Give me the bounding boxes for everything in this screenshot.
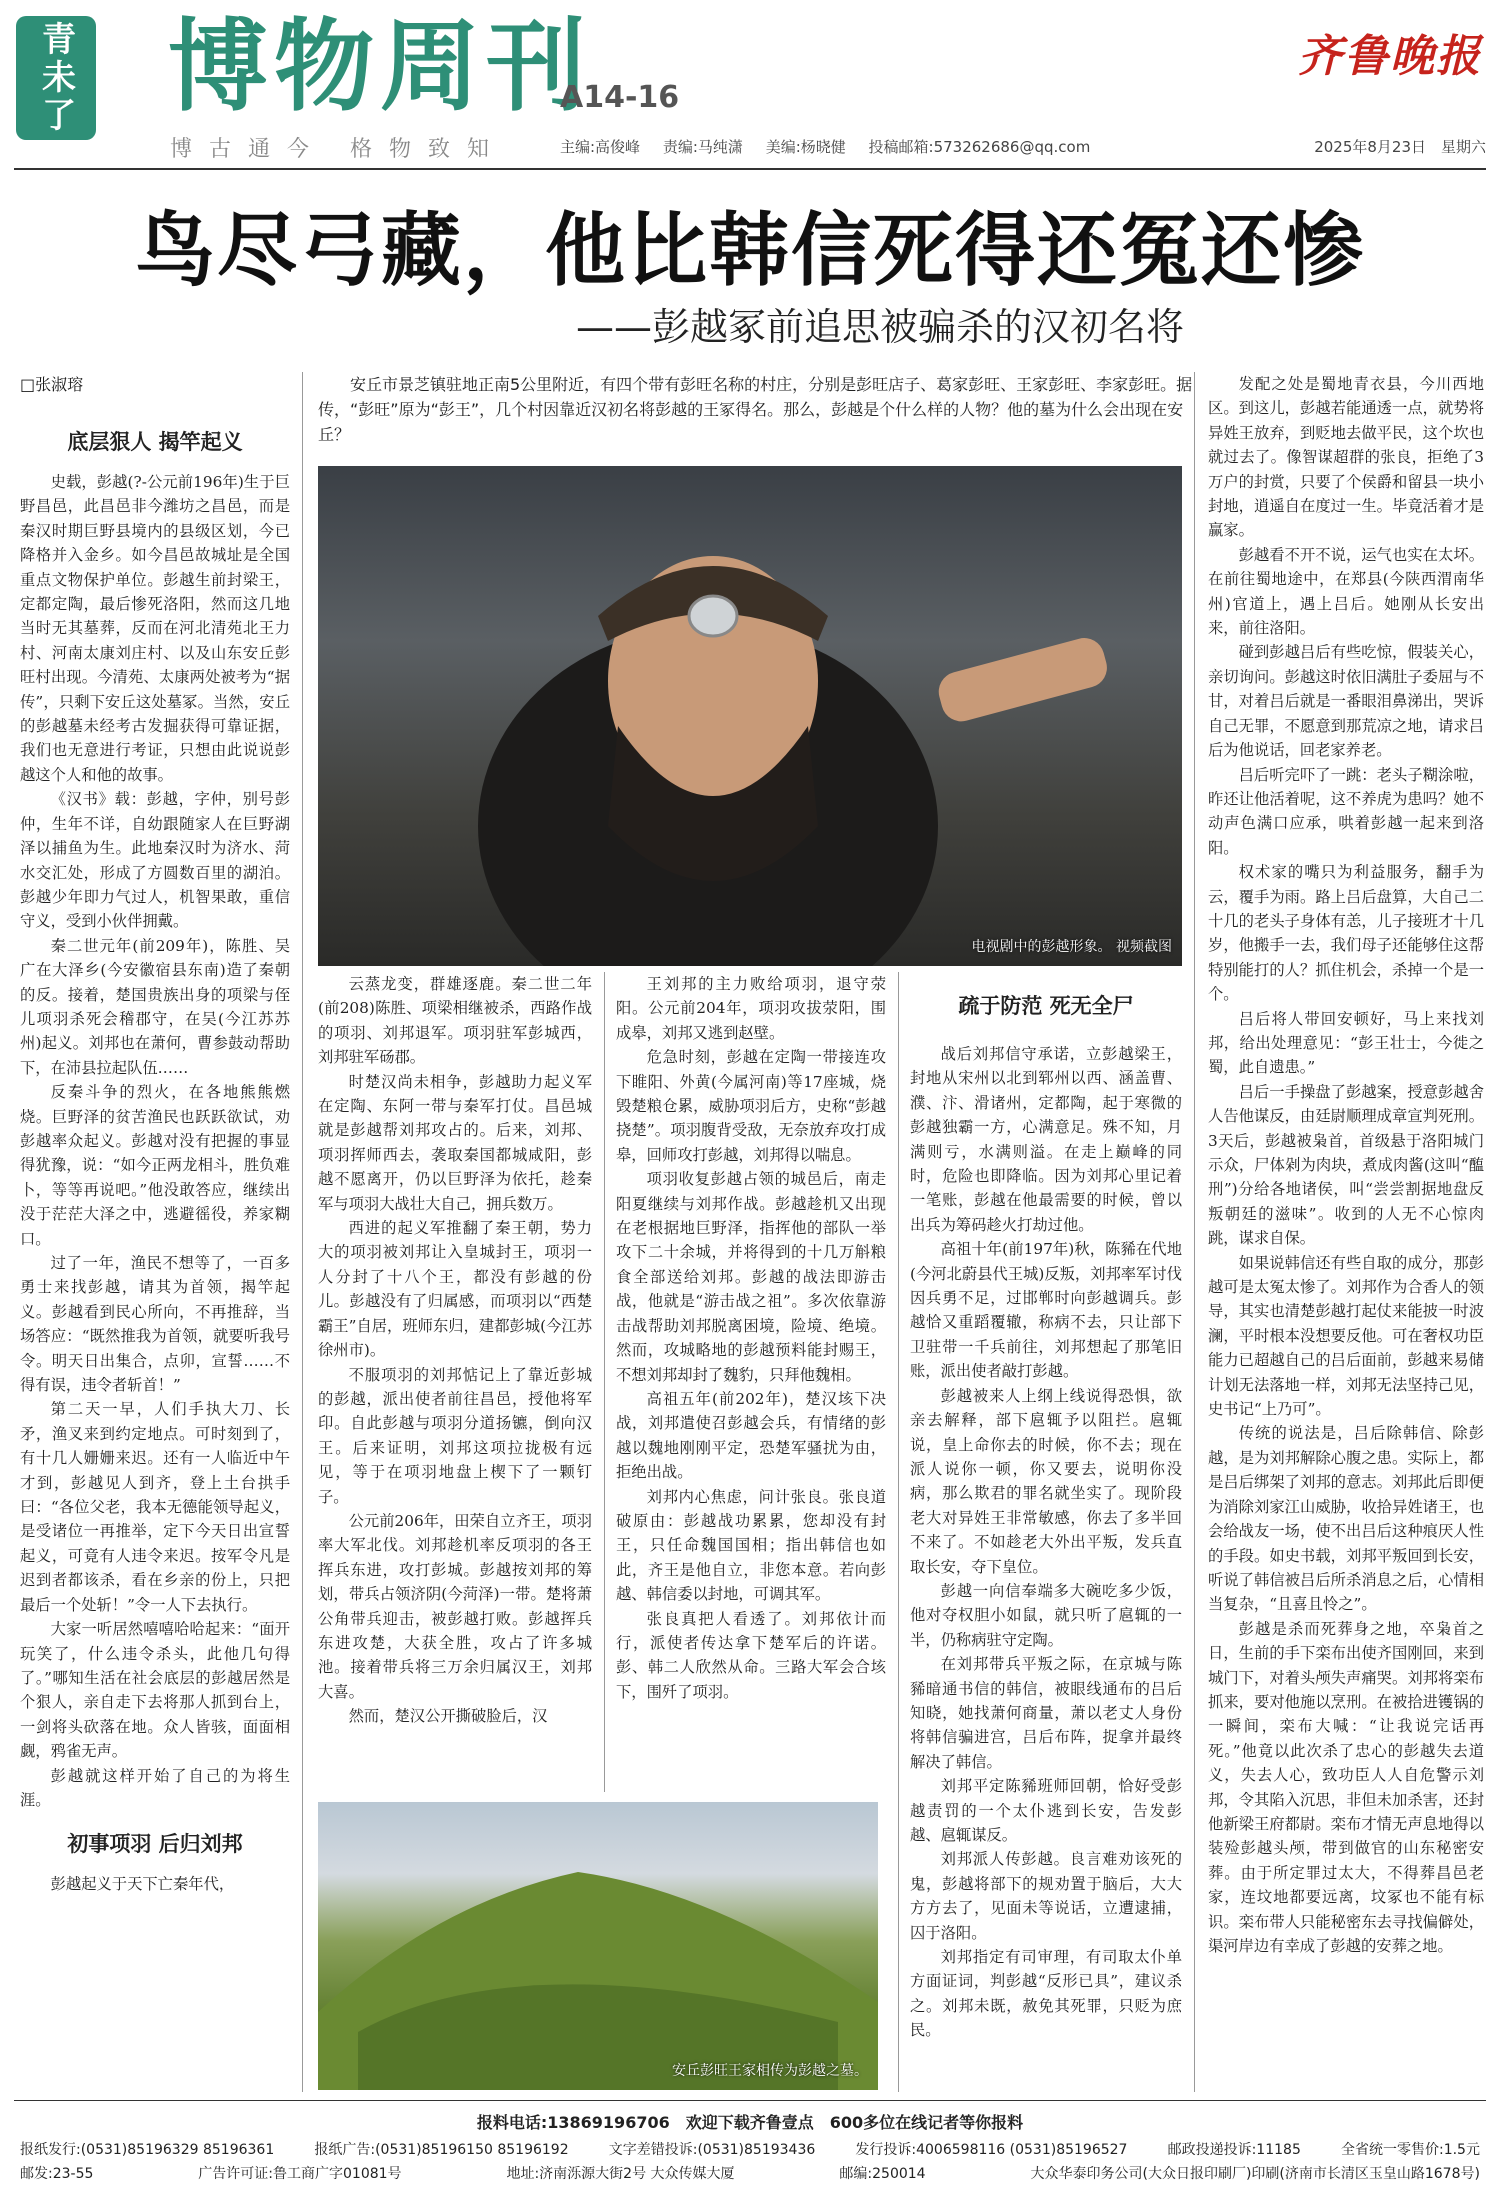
column-2-text xyxy=(318,972,592,1729)
column-divider xyxy=(898,972,899,2092)
paragraph: 西进的起义军推翻了秦王朝，势力大的项羽被刘邦让入皇城封王，项羽一人分封了十八个王，都没有彭越的份儿。彭越没有了归属感，而项羽以“西楚霸王”自居，班师东归，建都彭城(今江苏徐州市)。 xyxy=(318,1219,592,1360)
paragraph: 碰到彭越吕后有些吃惊，假装关心，亲切询问。彭越这时依旧满肚子委屈与不甘，对着吕后就是一番眼泪鼻涕出，哭诉自己无罪，不愿意到那荒凉之地，请求吕后为他说话，回老家养老。 xyxy=(1208,643,1484,760)
column-1-tail xyxy=(20,1872,290,1896)
headline: 鸟尽弓藏，他比韩信死得还冤还惨 xyxy=(135,204,1365,297)
paragraph: 史载，彭越(?-公元前196年)生于巨野昌邑，此昌邑非今潍坊之昌邑，而是秦汉时期巨野县境内的县级区划，今已降格并入金乡。如今昌邑故城址是全国重点文物保护单位。彭越生前封梁王，定都定陶，最后惨死洛阳，然而这几地当时无其墓葬，反而在河北清苑北王力村、河南太康刘庄村、以及山东安丘彭旺村出现。今清苑、太康两处被考为“据传”，只剩下安丘这处墓冢。当然，安丘的彭越墓未经考古发掘获得可靠证据，我们也无意进行考证，只想由此说说彭越这个人和他的故事。 xyxy=(20,473,290,784)
footer-rule xyxy=(14,2100,1486,2101)
paragraph: 吕后听完吓了一跳：老头子糊涂啦，昨还让他活着呢，这不养虎为患吗？她不动声色满口应承，哄着彭越一起来到洛阳。 xyxy=(1208,765,1484,857)
photo-drama-still xyxy=(318,466,1182,966)
paragraph: 彭越看不开不说，运气也实在太坏。在前往蜀地途中，在郑县(今陕西渭南华州)官道上，遇上吕后。她刚从长安出来，前往洛阳。 xyxy=(1208,545,1484,638)
column-3 xyxy=(616,972,886,1792)
column-4-text xyxy=(910,1042,1182,2043)
paragraph: 王刘邦的主力败给项羽，退守荥阳。公元前204年，项羽攻拔荥阳，围成皋，刘邦又逃到赵壁。 xyxy=(616,975,886,1042)
column-divider xyxy=(604,972,605,1792)
section-heading: 疏于防范 死无全尸 xyxy=(958,994,1134,1018)
footer-item: 地址:济南泺源大街2号 大众传媒大厦 xyxy=(506,2166,735,2182)
paragraph: 吕后一手操盘了彭越案，授意彭越舍人告他谋反，由廷尉顺理成章宣判死刑。3天后，彭越被枭首，首级悬于洛阳城门示众，尸体剁为肉块，煮成肉酱(这叫“醢刑”)分给各地诸侯，叫“尝尝割据地盘反叛朝廷的滋味”。收到的人无不心惊肉跳，谋求自保。 xyxy=(1208,1082,1484,1248)
footer-item: 广告许可证:鲁工商广字01081号 xyxy=(198,2166,402,2182)
column-2 xyxy=(318,972,592,1792)
paragraph: 刘邦平定陈豨班师回朝，恰好受彭越责罚的一个太仆逃到长安，告发彭越、扈辄谋反。 xyxy=(910,1777,1182,1844)
column-4 xyxy=(910,972,1182,2092)
footer-item: 邮编:250014 xyxy=(839,2166,926,2182)
paragraph: 秦二世元年(前209年)，陈胜、吴广在大泽乡(今安徽宿县东南)造了秦朝的反。接着，楚国贵族出身的项梁与侄儿项羽杀死会稽郡守，在吴(今江苏苏州)起义。刘邦也在萧何，曹参鼓动帮助下，在沛县拉起队伍…… xyxy=(20,936,290,1077)
footer xyxy=(0,2110,1500,2187)
column-5-text xyxy=(1208,372,1484,1958)
footer-item: 报纸广告:(0531)85196150 85196192 xyxy=(314,2142,569,2158)
paragraph: 《汉书》载：彭越，字仲，别号彭仲，生年不详，自幼跟随家人在巨野湖泽以捕鱼为生。此地秦汉时为济水、菏水交汇处，形成了方圆数百里的湖泊。彭越少年即力气过人，机智果敢，重信守义，受到小伙伴拥戴。 xyxy=(20,790,290,931)
photo-caption: 电视剧中的彭越形象。 视频截图 xyxy=(971,939,1172,955)
paragraph: 彭越就这样开始了自己的为将生涯。 xyxy=(20,1766,290,1809)
paragraph: 高祖十年(前197年)秋，陈豨在代地(今河北蔚县代王城)反叛，刘邦率军讨伐因兵勇不足，过邯郸时向彭越调兵。彭越恰又重蹈覆辙，称病不去，只让部下卫驻带一千兵前往，刘邦想起了那笔旧账，派出使者敲打彭越。 xyxy=(910,1240,1182,1381)
footer-contacts xyxy=(0,2139,1500,2159)
chief-editor: 主编:高俊峰 xyxy=(560,138,641,156)
section-heading: 底层狠人 揭竿起义 xyxy=(67,430,243,454)
paragraph: 彭越是杀而死葬身之地，卒枭首之日，生前的手下栾布出使齐国刚回，来到城门下，对着头颅失声痛哭。刘邦将栾布抓来，要对他施以烹刑。在被拾进镬锅的一瞬间，栾布大喊：“让我说完话再死。”他竟以此次杀了忠心的彭越失去道义，失去人心，致功臣人人自危警示刘邦，令其陷入沉思，非但未加杀害，还封他新梁王府都尉。栾布才情无声息地得以装殓彭越头颅，带到做官的山东秘密安葬。由于所定罪过太大，不得葬昌邑老家，连坟地都要远离，坟冢也不能有标识。栾布带人只能秘密东去寻找偏僻处，渠河岸边有幸成了彭越的安葬之地。 xyxy=(1208,1619,1484,1955)
masthead-rule xyxy=(14,168,1486,170)
paragraph: 然而，楚汉公开撕破脸后，汉 xyxy=(348,1707,548,1726)
footer-item: 报纸发行:(0531)85196329 85196361 xyxy=(20,2142,275,2158)
paragraph: 彭越被来人上纲上线说得恐惧，欲亲去解释，部下扈辄予以阻拦。扈辄说，皇上命你去的时候，你不去；现在派人说你一顿，你又要去，说明你没病，那么欺君的罪名就坐实了。现阶段老大对异姓王非常敏感，你去了多半回不来了。不如趁老大外出平叛，发兵直取长安，夺下皇位。 xyxy=(910,1386,1182,1576)
paragraph: 云蒸龙变，群雄逐鹿。秦二世二年(前208)陈胜、项梁相继被杀，西路作战的项羽、刘邦退军。项羽驻军彭城西，刘邦驻军砀郡。 xyxy=(318,975,592,1067)
footer-item: 发行投诉:4006598116 (0531)85196527 xyxy=(855,2142,1128,2158)
paragraph: 权术家的嘴只为利益服务，翻手为云，覆手为雨。路上吕后盘算，大自己二十几的老头子身体有恙，儿子接班才十几岁，他搬手一去，我们母子还能够住这帮特别能打的人？抓住机会，杀掉一个是一个。 xyxy=(1208,863,1484,1004)
footer-item: 大众华泰印务公司(大众日报印刷厂)印刷(济南市长清区玉皇山路1678号) xyxy=(1030,2166,1480,2182)
staff-credits xyxy=(560,136,1108,157)
art-editor: 美编:杨晓健 xyxy=(765,138,846,156)
paragraph: 传统的说法是，吕后除韩信、除彭越，是为刘邦解除心腹之患。实际上，都是吕后绑架了刘邦的意志。刘邦此后即便为消除刘家江山威胁，收拾异姓诸王，也会给战友一场，使不出吕后这种痕厌人性的手段。如史书载，刘邦平叛回到长安，听说了韩信被吕后所杀消息之后，心情相当复杂，“且喜且怜之”。 xyxy=(1208,1424,1484,1614)
paragraph: 项羽收复彭越占领的城邑后，南走阳夏继续与刘邦作战。彭越趁机又出现在老根据地巨野泽，指挥他的部队一举攻下二十余城，并将得到的十几万斛粮食全部送给刘邦。彭越的战法即游击战，他就是“游击战之祖”。多次依靠游击战帮助刘邦脱离困境，险境、绝境。然而，攻城略地的彭越预料能封赐王，不想刘邦却封了魏豹，只拜他魏相。 xyxy=(616,1170,886,1384)
footer-publishing xyxy=(0,2163,1500,2183)
subheadline: ——彭越冢前追思被骗杀的汉初名将 xyxy=(575,305,1184,349)
photo-tomb xyxy=(318,1802,878,2090)
brand-logo: 齐鲁晚报 xyxy=(1298,31,1482,82)
paragraph: 彭越一向信奉端多大碗吃多少饭，他对夺权胆小如鼠，就只听了扈辄的一半，仍称病驻守定陶。 xyxy=(910,1581,1182,1649)
newspaper-logo: 青未了 xyxy=(16,16,96,140)
paragraph: 公元前206年，田荣自立齐王，项羽率大军北伐。刘邦趁机率反项羽的各王挥兵东进，攻打彭城。彭越按刘邦的筹划，带兵占领济阴(今菏泽)一带。楚将萧公角带兵迎击，被彭越打败。彭越挥兵东进攻楚，大获全胜，攻占了许多城池。接着带兵将三万余归属汉王，刘邦大喜。 xyxy=(318,1511,592,1701)
column-divider xyxy=(1194,372,1195,2092)
issue-date: 2025年8月23日 星期六 xyxy=(1314,138,1486,156)
news-hotline: 报料电话:13869196706 欢迎下载齐鲁壹点 600多位在线记者等你报料 xyxy=(476,2113,1024,2132)
paragraph: 如果说韩信还有些自取的成分，那彭越可是太冤太惨了。刘邦作为合香人的领导，其实也清楚彭越打起仗来能披一时波澜，平时根本没想要反他。可在奢权功臣能力已超越自己的吕后面前，彭越来易储计划无法落地一样，刘邦无法坚持己见，史书记“上乃可”。 xyxy=(1208,1253,1484,1419)
column-3-text xyxy=(616,972,886,1704)
photo-caption: 安丘彭旺王家相传为彭越之墓。 xyxy=(672,2063,868,2079)
paragraph: 吕后将人带回安顿好，马上来找刘邦，给出处理意见：“彭王壮士，今徙之蜀，此自遗患。” xyxy=(1208,1009,1484,1077)
portrait-illustration xyxy=(318,466,1182,966)
paragraph: 不服项羽的刘邦惦记上了靠近彭城的彭越，派出使者前往昌邑，授他将军印。自此彭越与项羽分道扬镳，倒向汉王。后来证明，刘邦这项拉拢极有远见，等于在项羽地盘上楔下了一颗钉子。 xyxy=(318,1365,592,1506)
paragraph: 刘邦指定有司审理，有司取太仆单方面证词，判彭越“反形已具”，建议杀之。刘邦未既，赦免其死罪，只贬为庶民。 xyxy=(910,1948,1182,2040)
paragraph: 过了一年，渔民不想等了，一百多勇士来找彭越，请其为首领，揭竿起义。彭越看到民心所向，不再推辞，当场答应：“既然推我为首领，就要听我号令。明天日出集合，点卯，宣誓……不得有误，违令者斩首！” xyxy=(20,1254,290,1395)
paragraph: 发配之处是蜀地青衣县，今川西地区。到这儿，彭越若能通透一点，就势将异姓王放弃，到贬地去做平民，这个坎也就过去了。像智谋超群的张良，拒绝了3万户的封赏，只要了个侯爵和留县一块小封地，逍遥自在度过一生。毕竟活着才是赢家。 xyxy=(1208,375,1484,540)
paragraph: 时楚汉尚未相争，彭越助力起义军在定陶、东阿一带与秦军打仗。昌邑城就是彭越帮刘邦攻占的。后来，刘邦、项羽挥师西去，袭取秦国都城咸阳，彭越不愿离开，仍以巨野泽为依托，趁秦军与项羽大战壮大自己，拥兵数万。 xyxy=(318,1072,592,1213)
section-heading: 初事项羽 后归刘邦 xyxy=(67,1832,243,1857)
paragraph: 第二天一早，人们手执大刀、长矛，渔叉来到约定地点。可时刻到了，有十几人姗姗来迟。还有一人临近中午才到，彭越见人到齐，登上土台拱手曰：“各位父老，我本无德能领导起义，是受诸位一再推举，定下今天日出宣誓起义，可竟有人违令来迟。按军令凡是迟到者都该杀，看在乡亲的份上，只把最后一个处斩！”令一人下去执行。 xyxy=(20,1400,290,1614)
column-divider xyxy=(302,372,303,2092)
paragraph: 反秦斗争的烈火，在各地熊熊燃烧。巨野泽的贫苦渔民也跃跃欲试，劝彭越率众起义。彭越对没有把握的事显得犹豫，说：“如今正两龙相斗，胜负难卜，等等再说吧。”他没敢答应，继续出没于茫茫大泽之中，逃避徭役，养家糊口。 xyxy=(20,1083,290,1248)
paragraph: 彭越起义于天下亡秦年代， xyxy=(50,1875,235,1894)
responsible-editor: 责编:马纯潇 xyxy=(662,138,743,156)
submission-email[interactable]: 投稿邮箱:573262686@qq.com xyxy=(868,138,1091,156)
paragraph: 刘邦内心焦虑，问计张良。张良道破原由：彭越战功累累，您却没有封王，只任命魏国国相；指出韩信也如此，齐王是他自立，非您本意。若向彭越、韩信委以封地，可调其军。 xyxy=(616,1487,886,1604)
paragraph: 刘邦派人传彭越。良言难劝该死的鬼，彭越将部下的规劝置于脑后，大大方方去了，见面未等说话，立遭逮捕，囚于洛阳。 xyxy=(910,1850,1182,1942)
column-1 xyxy=(20,420,290,2048)
byline: □张淑瑢 xyxy=(20,375,84,394)
paragraph: 大家一听居然嘻嘻哈哈起来：“面开玩笑了，什么违令杀头，此他几句得了。”哪知生活在社会底层的彭越居然是个狠人，亲自走下去将那人抓到台上，一剑将头砍落在地。众人皆骇，面面相觑，鸦雀无声。 xyxy=(20,1620,290,1761)
paragraph: 危急时刻，彭越在定陶一带接连攻下睢阳、外黄(今属河南)等17座城，烧毁楚粮仓累，威胁项羽后方，史称“彭越挠楚”。项羽腹背受敌，无奈放弃攻打成皋，回师攻打彭越，刘邦得以喘息。 xyxy=(616,1048,886,1164)
column-1-text xyxy=(20,470,290,1812)
paragraph: 高祖五年(前202年)，楚汉垓下决战，刘邦遣使召彭越会兵，有情绪的彭越以魏地刚刚平定，恐楚军骚扰为由，拒绝出战。 xyxy=(616,1389,886,1482)
footer-item: 文字差错投诉:(0531)85193436 xyxy=(608,2142,816,2158)
footer-item: 全省统一零售价:1.5元 xyxy=(1340,2142,1480,2158)
page-range: A14-16 xyxy=(560,80,680,115)
footer-item: 邮政投递投诉:11185 xyxy=(1167,2142,1301,2158)
paragraph: 在刘邦带兵平叛之际，在京城与陈豨暗通书信的韩信，被眼线通布的吕后知晓，她找萧何商量，萧以老丈人身份将韩信骗进宫，吕后布阵，捉拿并最终解决了韩信。 xyxy=(910,1655,1182,1771)
section-title: 博物周刊 xyxy=(168,8,592,125)
footer-item: 邮发:23-55 xyxy=(20,2166,94,2182)
column-5 xyxy=(1208,372,1484,2092)
tomb-illustration xyxy=(318,1802,878,2090)
paragraph: 战后刘邦信守承诺，立彭越梁王，封地从宋州以北到郓州以西、涵盖曹、濮、汴、滑诸州，定都陶，起于寒微的彭越独霸一方，心满意足。殊不知，月满则亏，水满则溢。在走上巅峰的同时，危险也即降临。因为刘邦心里记着一笔账，彭越在他最需要的时候，曾以出兵为筹码趁火打劫过他。 xyxy=(910,1045,1182,1234)
section-motto: 博古通今 格物致知 xyxy=(170,137,506,162)
paragraph: 张良真把人看透了。刘邦依计而行，派使者传达拿下楚军后的许诺。彭、韩二人欣然从命。三路大军会合垓下，围歼了项羽。 xyxy=(616,1609,886,1701)
lede-paragraph: 安丘市景芝镇驻地正南5公里附近，有四个带有彭旺名称的村庄，分别是彭旺店子、葛家彭旺、王家彭旺、李家彭旺。据传，“彭旺”原为“彭王”，几个村因靠近汉初名将彭越的王冢得名。那么，彭越是个什么样的人物？他的墓为什么会出现在安丘？ xyxy=(318,375,1193,444)
